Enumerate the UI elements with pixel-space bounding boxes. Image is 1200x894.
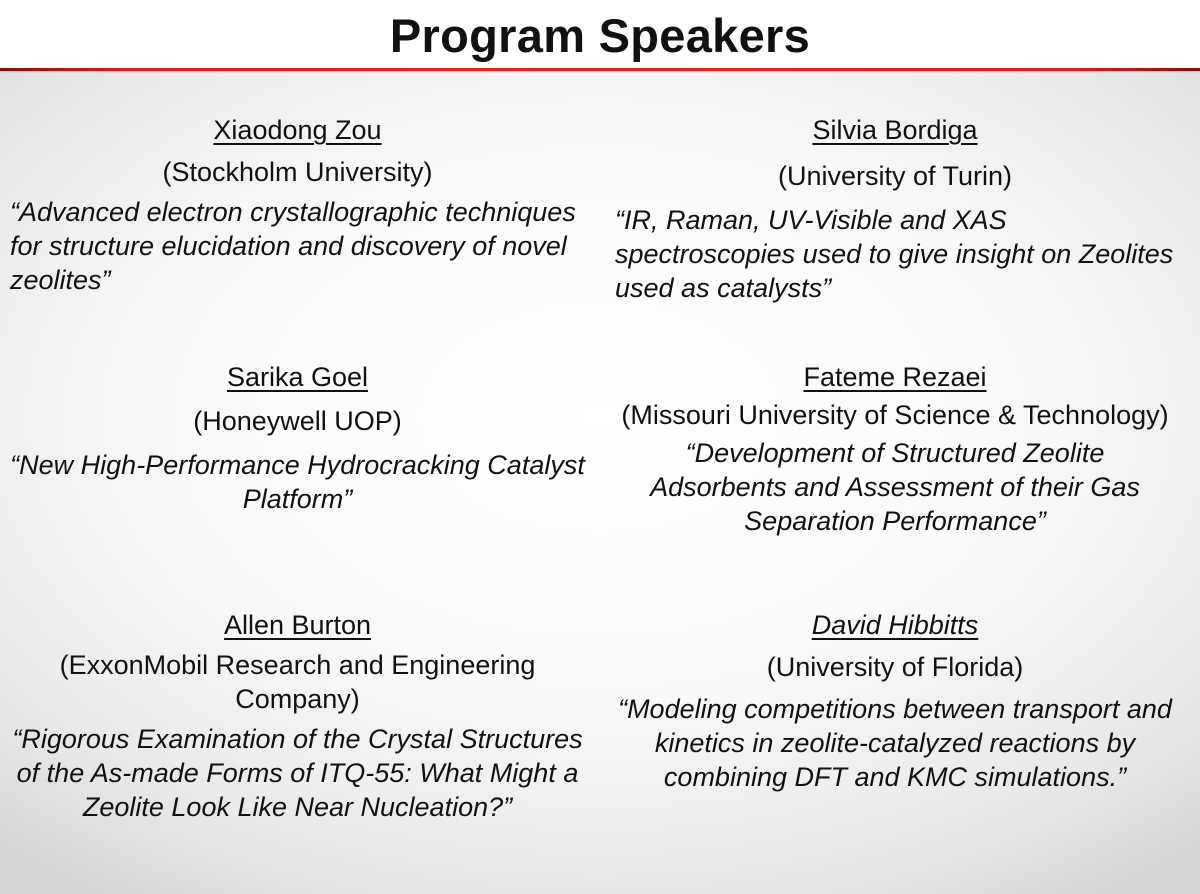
speaker-affiliation: (Honeywell UOP) [193,406,402,436]
speaker-name: Xiaodong Zou [213,115,382,145]
title-divider [0,68,1200,71]
speaker-affiliation: (Missouri University of Science & Technology) [621,400,1169,430]
speaker-name: Sarika Goel [226,362,369,392]
speaker-name: Fateme Rezaei [803,362,987,392]
speaker-block-hibbitts [615,608,1175,794]
speaker-affiliation: (ExxonMobil Research and Engineering Company) [59,650,536,714]
talk-title: “IR, Raman, UV-Visible and XAS spectroscopies used to give insight on Zeolites used as catalysts” [615,205,1174,303]
speaker-affiliation: (Stockholm University) [162,157,433,187]
speaker-name: David Hibbitts [811,610,979,640]
speaker-block-zou [10,113,585,297]
speaker-block-rezaei [615,360,1175,538]
talk-title: “Advanced electron crystallographic techniques for structure elucidation and discovery of novel zeolites” [10,197,576,295]
speaker-block-bordiga [615,113,1175,305]
speaker-block-goel [10,360,585,516]
speaker-name: Silvia Bordiga [812,115,978,145]
slide-title: Program Speakers [389,9,811,62]
talk-title: “Development of Structured Zeolite Adsorbents and Assessment of their Gas Separation Performance” [650,438,1140,536]
speaker-name: Allen Burton [223,610,372,640]
talk-title: “Modeling competitions between transport and kinetics in zeolite-catalyzed reactions by combining DFT and KMC simulations.” [618,694,1172,792]
talk-title: “New High-Performance Hydrocracking Catalyst Platform” [10,450,585,514]
talk-title: “Rigorous Examination of the Crystal Structures of the As-made Forms of ITQ-55: What Might a Zeolite Look Like Near Nucleation?” [12,724,583,822]
speaker-block-burton [10,608,585,824]
speaker-affiliation: (University of Turin) [777,161,1013,191]
speaker-affiliation: (University of Florida) [766,652,1024,682]
